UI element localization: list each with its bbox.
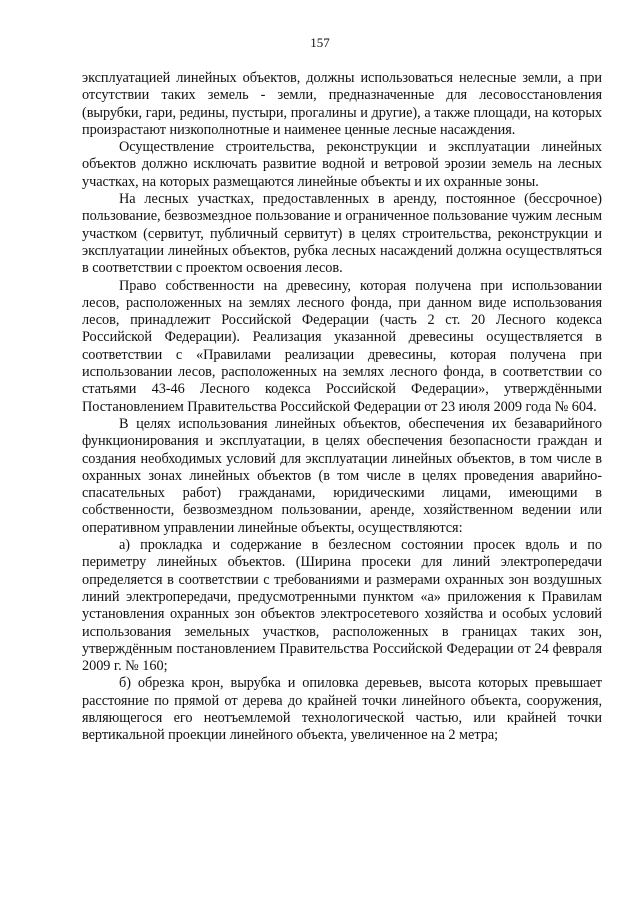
paragraph-purposes: В целях использования линейных объектов, обеспечения их безаварийного функционирования и эксплуатации, в целях обеспечения безопасности граждан и создания необходимых условий для эксплуатации линейных объектов, в том числе в охранных зонах линейных объектов (в том числе в целях проведения аварийно-спасательных работ) гражданами, юридическими лицами, имеющими в собственности, безвозмездном пользовании, аренде, хозяйственном ведении или оперативном управлении линейные объекты, осуществляются: <box>82 415 602 536</box>
document-body <box>82 70 602 745</box>
paragraph-item-b: б) обрезка крон, вырубка и опиловка деревьев, высота которых превышает расстояние по прямой от дерева до крайней точки линейного объекта, сооружения, являющегося его неотъемлемой технологической частью, или крайней точки вертикальной проекции линейного объекта, увеличенное на 2 метра; <box>82 675 602 744</box>
paragraph-erosion: Осуществление строительства, реконструкции и эксплуатации линейных объектов должно исключать развитие водной и ветровой эрозии земель на лесных участках, на которых размещаются линейные объекты и их охранные зоны. <box>82 139 602 190</box>
paragraph-ownership: Право собственности на древесину, которая получена при использовании лесов, расположенных на землях лесного фонда, при данном виде использования лесов, принадлежит Российской Федерации (часть 2 ст. 20 Лесного кодекса Российской Федерации). Реализация указанной древесины осуществляется в соответствии с «Правилами реализации древесины, которая получена при использовании лесов, расположенных на землях лесного фонда, в соответствии со статьями 43-46 Лесного кодекса Российской Федерации», утверждёнными Постановлением Правительства Российской Федерации от 23 июля 2009 года № 604. <box>82 277 602 415</box>
paragraph-lease: На лесных участках, предоставленных в аренду, постоянное (бессрочное) пользование, безвозмездное пользование и ограниченное пользование чужим лесным участком (сервитут, публичный сервитут) в целях строительства, реконструкции и эксплуатации линейных объектов, рубка лесных насаждений должна осуществляться в соответствии с проектом освоения лесов. <box>82 191 602 277</box>
page-number: 157 <box>310 35 330 50</box>
paragraph-item-a: а) прокладка и содержание в безлесном состоянии просек вдоль и по периметру линейных объектов. (Ширина просеки для линий электропередачи определяется в соответствии с требованиями и размерами охранных зон воздушных линий электропередачи, предусмотренными пунктом «а» приложения к Правилам установления охранных зон объектов электросетевого хозяйства и особых условий использования земельных участков, расположенных в границах таких зон, утверждённым постановлением Правительства Российской Федерации от 24 февраля 2009 г. № 160; <box>82 537 602 675</box>
paragraph-continuation: эксплуатацией линейных объектов, должны использоваться нелесные земли, а при отсутствии таких земель - земли, предназначенные для лесовосстановления (вырубки, гари, редины, пустыри, прогалины и другие), а также площади, на которых произрастают низкополнотные и наименее ценные лесные насаждения. <box>82 70 602 138</box>
